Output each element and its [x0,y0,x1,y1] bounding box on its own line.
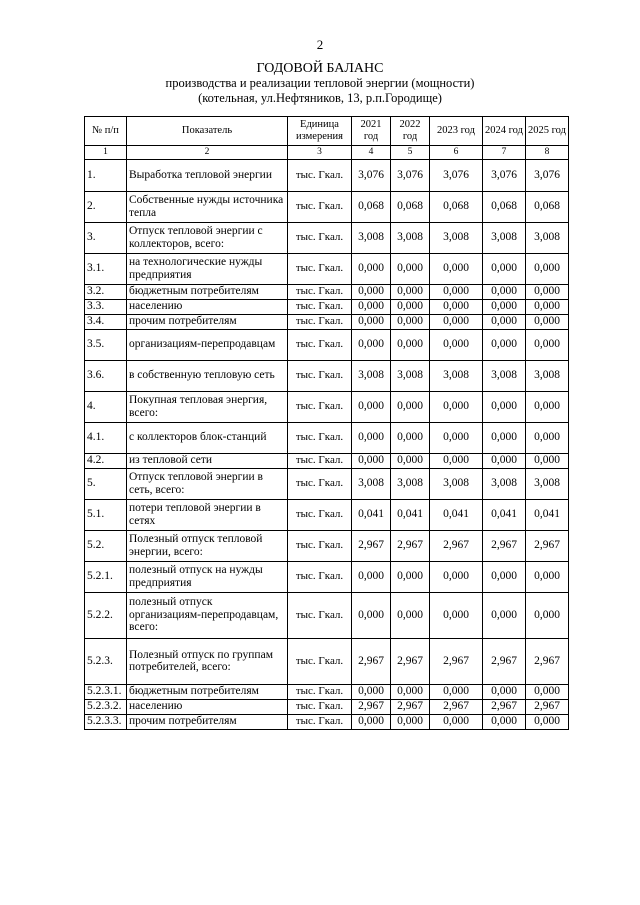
table-row [85,299,569,314]
row-indicator: Полезный отпуск тепловой энергии, всего: [127,530,288,561]
row-indicator: организациям-перепродавцам [127,329,288,360]
row-unit: тыс. Гкал. [288,253,352,284]
row-value: 0,000 [391,314,430,329]
row-value: 0,000 [391,714,430,729]
row-number: 5. [85,468,127,499]
row-value: 0,000 [526,453,569,468]
row-value: 0,000 [391,453,430,468]
row-indicator: Отпуск тепловой энергии в сеть, всего: [127,468,288,499]
row-value: 3,008 [483,468,526,499]
row-number: 5.2.3. [85,638,127,684]
row-unit: тыс. Гкал. [288,159,352,191]
row-value: 0,041 [483,499,526,530]
row-value: 0,000 [391,299,430,314]
row-number: 5.2.3.3. [85,714,127,729]
row-value: 3,008 [391,222,430,253]
row-value: 0,000 [430,284,483,299]
row-unit: тыс. Гкал. [288,191,352,222]
header-year: 2023 год [430,117,483,146]
row-unit: тыс. Гкал. [288,561,352,592]
row-indicator: полезный отпуск на нужды предприятия [127,561,288,592]
balance-table [84,116,569,730]
row-value: 3,076 [526,159,569,191]
row-number: 5.2.3.1. [85,684,127,699]
table-row [85,329,569,360]
table-row [85,284,569,299]
row-number: 4. [85,391,127,422]
row-value: 0,000 [526,284,569,299]
row-value: 0,000 [430,391,483,422]
row-value: 3,076 [430,159,483,191]
row-unit: тыс. Гкал. [288,222,352,253]
row-value: 0,000 [526,329,569,360]
row-value: 0,000 [391,329,430,360]
column-index: 2 [127,146,288,160]
row-value: 0,068 [430,191,483,222]
row-value: 0,000 [526,714,569,729]
table-row [85,638,569,684]
page-number: 2 [316,37,324,52]
row-value: 0,000 [526,684,569,699]
row-value: 3,008 [430,222,483,253]
row-unit: тыс. Гкал. [288,638,352,684]
row-unit: тыс. Гкал. [288,299,352,314]
row-value: 3,008 [526,360,569,391]
row-value: 2,967 [391,530,430,561]
table-row [85,360,569,391]
row-value: 0,000 [526,299,569,314]
row-indicator: потери тепловой энергии в сетях [127,499,288,530]
table-row [85,684,569,699]
row-value: 0,000 [430,684,483,699]
row-number: 3.6. [85,360,127,391]
row-value: 0,000 [430,314,483,329]
row-number: 4.2. [85,453,127,468]
row-value: 0,000 [352,684,391,699]
row-number: 2. [85,191,127,222]
row-value: 0,000 [526,561,569,592]
row-value: 0,000 [352,299,391,314]
row-value: 3,076 [483,159,526,191]
row-value: 0,068 [526,191,569,222]
table-row [85,191,569,222]
row-indicator: из тепловой сети [127,453,288,468]
column-index: 4 [352,146,391,160]
row-unit: тыс. Гкал. [288,360,352,391]
row-value: 0,068 [483,191,526,222]
row-value: 3,008 [352,468,391,499]
header-year: 2022 год [391,117,430,146]
row-value: 2,967 [526,530,569,561]
row-value: 3,008 [483,360,526,391]
row-unit: тыс. Гкал. [288,714,352,729]
row-number: 3.1. [85,253,127,284]
row-value: 0,000 [391,253,430,284]
row-number: 5.2. [85,530,127,561]
row-value: 0,000 [430,714,483,729]
column-index: 8 [526,146,569,160]
row-indicator: полезный отпуск организациям-перепродавцам, всего: [127,592,288,638]
row-number: 3.2. [85,284,127,299]
row-value: 0,000 [352,284,391,299]
row-value: 3,076 [352,159,391,191]
row-value: 0,000 [483,684,526,699]
row-value: 0,000 [391,391,430,422]
table-row [85,253,569,284]
row-value: 2,967 [352,638,391,684]
row-unit: тыс. Гкал. [288,391,352,422]
column-index: 7 [483,146,526,160]
row-unit: тыс. Гкал. [288,329,352,360]
row-value: 3,008 [526,222,569,253]
row-value: 0,000 [483,391,526,422]
row-value: 2,967 [430,638,483,684]
row-indicator: Выработка тепловой энергии [127,159,288,191]
row-value: 0,000 [352,253,391,284]
row-value: 0,000 [483,561,526,592]
row-value: 0,000 [483,299,526,314]
row-unit: тыс. Гкал. [288,699,352,714]
row-value: 0,000 [391,284,430,299]
row-indicator: Покупная тепловая энергия, всего: [127,391,288,422]
row-unit: тыс. Гкал. [288,684,352,699]
row-value: 2,967 [483,699,526,714]
row-indicator: населению [127,699,288,714]
row-value: 0,000 [483,714,526,729]
row-indicator: населению [127,299,288,314]
header-year: 2021 год [352,117,391,146]
row-value: 3,076 [391,159,430,191]
row-value: 0,041 [391,499,430,530]
column-index: 1 [85,146,127,160]
row-value: 0,000 [483,253,526,284]
row-value: 2,967 [352,530,391,561]
row-value: 0,000 [430,253,483,284]
row-number: 3. [85,222,127,253]
column-index-row [85,146,569,160]
row-value: 0,000 [352,422,391,453]
row-value: 0,041 [430,499,483,530]
row-indicator: в собственную тепловую сеть [127,360,288,391]
row-value: 2,967 [526,699,569,714]
row-value: 2,967 [526,638,569,684]
table-row [85,699,569,714]
row-value: 0,000 [352,592,391,638]
row-value: 0,000 [526,314,569,329]
row-value: 0,000 [483,314,526,329]
row-indicator: бюджетным потребителям [127,684,288,699]
column-index: 5 [391,146,430,160]
table-row [85,159,569,191]
row-value: 3,008 [430,360,483,391]
table-row [85,453,569,468]
row-indicator: Полезный отпуск по группам потребителей, всего: [127,638,288,684]
row-value: 2,967 [483,530,526,561]
table-row [85,499,569,530]
table-row [85,468,569,499]
row-value: 0,000 [430,592,483,638]
table-row [85,530,569,561]
header-row [85,117,569,146]
row-value: 3,008 [483,222,526,253]
row-value: 0,000 [352,453,391,468]
row-value: 0,000 [352,329,391,360]
row-value: 3,008 [352,360,391,391]
header-name: Показатель [127,117,288,146]
row-value: 0,000 [430,422,483,453]
column-index: 3 [288,146,352,160]
row-value: 0,000 [430,561,483,592]
row-value: 0,000 [352,714,391,729]
row-value: 0,068 [391,191,430,222]
row-unit: тыс. Гкал. [288,284,352,299]
row-number: 3.4. [85,314,127,329]
title-heading: ГОДОВОЙ БАЛАНС [256,61,384,76]
row-value: 2,967 [483,638,526,684]
table-row [85,314,569,329]
row-value: 0,000 [526,592,569,638]
row-value: 0,000 [483,592,526,638]
title-subheading: производства и реализации тепловой энергии (мощности) [165,76,475,90]
column-index: 6 [430,146,483,160]
row-number: 5.1. [85,499,127,530]
row-number: 4.1. [85,422,127,453]
row-indicator: прочим потребителям [127,714,288,729]
row-number: 3.5. [85,329,127,360]
row-indicator: бюджетным потребителям [127,284,288,299]
row-value: 0,000 [391,561,430,592]
row-unit: тыс. Гкал. [288,468,352,499]
row-value: 0,000 [483,284,526,299]
row-indicator: прочим потребителям [127,314,288,329]
row-value: 3,008 [430,468,483,499]
row-value: 0,000 [430,453,483,468]
row-value: 0,041 [352,499,391,530]
row-value: 3,008 [352,222,391,253]
row-indicator: Собственные нужды источника тепла [127,191,288,222]
row-indicator: с коллекторов блок-станций [127,422,288,453]
row-value: 0,000 [430,329,483,360]
row-value: 0,041 [526,499,569,530]
row-unit: тыс. Гкал. [288,422,352,453]
row-number: 3.3. [85,299,127,314]
header-num: № п/п [85,117,127,146]
row-unit: тыс. Гкал. [288,499,352,530]
row-value: 3,008 [391,468,430,499]
title-location: (котельная, ул.Нефтяников, 13, р.п.Городище) [198,91,442,105]
row-unit: тыс. Гкал. [288,592,352,638]
table-row [85,592,569,638]
row-value: 0,000 [526,422,569,453]
row-value: 0,000 [391,592,430,638]
header-year: 2024 год [483,117,526,146]
table-row [85,422,569,453]
row-value: 0,000 [526,391,569,422]
row-value: 0,000 [391,684,430,699]
row-value: 0,000 [526,253,569,284]
row-value: 3,008 [526,468,569,499]
row-value: 0,000 [352,391,391,422]
row-value: 0,000 [483,329,526,360]
row-value: 0,068 [352,191,391,222]
row-value: 2,967 [391,699,430,714]
document-title [0,61,640,106]
row-value: 0,000 [483,453,526,468]
row-number: 5.2.1. [85,561,127,592]
table-row [85,391,569,422]
header-year: 2025 год [526,117,569,146]
row-indicator: на технологические нужды предприятия [127,253,288,284]
row-value: 0,000 [352,314,391,329]
row-number: 5.2.2. [85,592,127,638]
header-unit: Единица измерения [288,117,352,146]
row-value: 2,967 [430,699,483,714]
row-unit: тыс. Гкал. [288,530,352,561]
row-value: 2,967 [430,530,483,561]
row-value: 2,967 [391,638,430,684]
row-value: 2,967 [352,699,391,714]
row-value: 3,008 [391,360,430,391]
row-indicator: Отпуск тепловой энергии с коллекторов, всего: [127,222,288,253]
row-value: 0,000 [352,561,391,592]
row-unit: тыс. Гкал. [288,453,352,468]
row-number: 1. [85,159,127,191]
row-unit: тыс. Гкал. [288,314,352,329]
row-value: 0,000 [391,422,430,453]
table-row [85,561,569,592]
row-number: 5.2.3.2. [85,699,127,714]
row-value: 0,000 [483,422,526,453]
row-value: 0,000 [430,299,483,314]
table-row [85,714,569,729]
table-row [85,222,569,253]
